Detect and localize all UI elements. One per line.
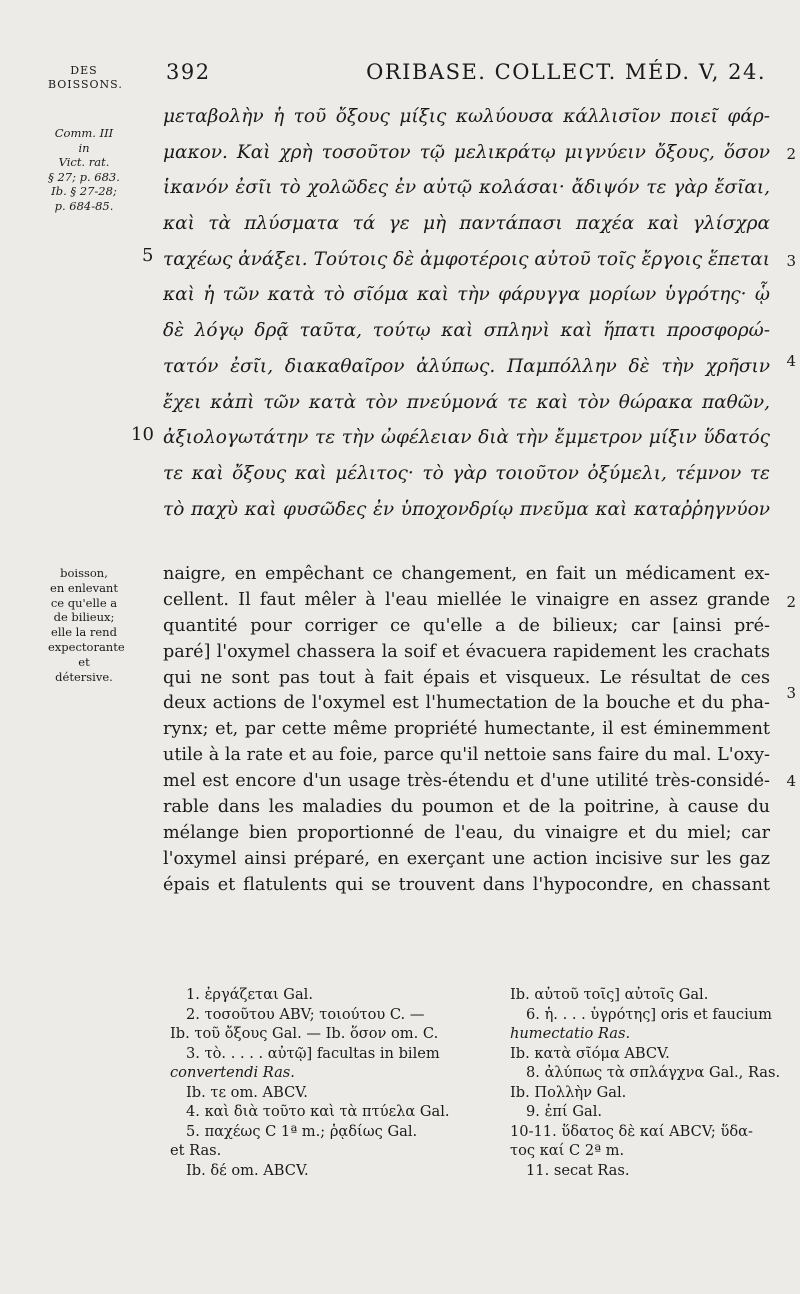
margin-ref-line: Comm. III in	[54, 126, 114, 155]
notes-right-column	[510, 985, 781, 1180]
french-line: utile à la rate et au foie, parce qu'il nettoie sans faire du mal. L'oxy-	[163, 745, 770, 766]
footnote: 9. ἐπί Gal.	[526, 1103, 603, 1120]
greek-line: καὶ ἡ τῶν κατὰ τὸ σῖόμα καὶ τὴν φάρυγγα μορίων ὑγρότης· ᾧ	[163, 284, 770, 306]
french-line: l'oxymel ainsi préparé, en exerçant une action incisive sur les gaz	[163, 848, 770, 869]
margin-references	[48, 126, 120, 214]
margin-summary-line: boisson,	[60, 566, 108, 580]
footnote: τος καί C 2ª m.	[510, 1142, 625, 1159]
french-section-marker: 3	[786, 684, 796, 702]
footnote: et Ras.	[170, 1142, 222, 1159]
french-line: cellent. Il faut mêler à l'eau miellée le vinaigre en assez grande	[163, 589, 770, 610]
french-line: qui ne sont pas tout à fait épais et visqueux. Le résultat de ces	[163, 667, 770, 688]
margin-label-line: DES	[70, 64, 98, 77]
footnote: humectatio Ras.	[510, 1025, 631, 1042]
running-header	[166, 60, 766, 84]
french-line: deux actions de l'oxymel est l'humectation de la bouche et du pha-	[163, 693, 770, 714]
french-line: rable dans les maladies du poumon et de la poitrine, à cause du	[163, 797, 770, 818]
margin-summary-line: et détersive.	[55, 654, 113, 684]
notes-left-column	[170, 985, 470, 1180]
greek-line: ταχέως ἀνάξει. Τούτοις δὲ ἀμφοτέροις αὐτοῦ τοῖς ἔργοις ἕπεται	[163, 248, 770, 270]
margin-summary-line: elle la rend	[51, 625, 117, 640]
greek-line: καὶ τὰ πλύσματα τά γε μὴ παντάπασι παχέα καὶ γλίσχρα	[163, 213, 770, 235]
footnote: Ib. Πολλὴν Gal.	[510, 1083, 627, 1101]
margin-section-label	[48, 64, 123, 92]
margin-ref-line: Ib. § 27-28;	[51, 184, 117, 199]
footnote: Ib. τοῦ ὄξους Gal. — Ib. ὅσον om. C.	[170, 1025, 439, 1042]
footnote: convertendi Ras.	[170, 1064, 295, 1081]
margin-ref-line: p. 684-85.	[54, 198, 114, 213]
page-number: 392	[166, 60, 211, 84]
greek-line: τε καὶ ὄξους καὶ μέλιτος· τὸ γὰρ τοιοῦτον ὀξύμελι, τέμνον τε	[163, 462, 770, 484]
french-line: rynx; et, par cette même propriété humectante, il est éminemment	[163, 719, 770, 740]
french-line: mel est encore d'un usage très-étendu et d'une utilité très-considé-	[163, 771, 770, 792]
french-section-marker: 4	[786, 772, 796, 790]
footnote: 3. τὸ. . . . . αὐτῷ] facultas in bilem	[186, 1044, 440, 1062]
margin-label-line: BOISSONS.	[48, 78, 123, 91]
french-line: mélange bien proportionné de l'eau, du vinaigre et du miel; car	[163, 822, 770, 843]
footnote: 4. καὶ διὰ τοῦτο καὶ τὰ πτύελα Gal.	[186, 1103, 450, 1120]
footnote: Ib. κατὰ σῖόμα ABCV.	[510, 1044, 670, 1062]
greek-section-marker: 3	[786, 252, 796, 270]
margin-ref-line: § 27; p. 683.	[48, 169, 120, 184]
margin-summary-line: expectorante	[48, 639, 125, 654]
running-title: ORIBASE. COLLECT. MÉD. V, 24.	[366, 60, 766, 84]
footnote: 2. τοσοῦτου ABV; τοιούτου C. —	[186, 1005, 425, 1023]
french-line: naigre, en empêchant ce changement, en fait un médicament ex-	[163, 564, 770, 584]
margin-summary-line: en enlevant	[50, 580, 118, 595]
footnote: 10-11. ὕδατος δὲ καί ABCV; ὕδα-	[510, 1122, 753, 1140]
greek-section-marker: 2	[786, 145, 796, 163]
french-translation	[163, 562, 770, 899]
footnote: Ib. αὐτοῦ τοῖς] αὐτοῖς Gal.	[510, 986, 709, 1003]
footnote: 5. παχέως C 1ª m.; ῥᾳδίως Gal.	[186, 1122, 418, 1140]
margin-summary	[48, 566, 125, 684]
footnote: 1. ἐργάζεται Gal.	[186, 986, 313, 1003]
french-section-marker: 2	[786, 593, 796, 611]
footnote: 11. secat Ras.	[526, 1161, 630, 1179]
french-line: quantité pour corriger ce qu'elle a de bilieux; car [ainsi pré-	[163, 615, 770, 636]
margin-summary-line: de bilieux;	[53, 610, 115, 625]
margin-summary-line: ce qu'elle a	[50, 595, 118, 610]
footnote: Ib. δέ om. ABCV.	[186, 1161, 309, 1179]
greek-section-marker: 4	[786, 352, 796, 370]
greek-line: ἀξιολογωτάτην τε τὴν ὠφέλειαν διὰ τὴν ἔμμετρον μίξιν ὕδατός	[163, 427, 770, 449]
french-line: paré] l'oxymel chassera la soif et évacuera rapidement les crachats	[163, 641, 770, 662]
french-line: épais et flatulents qui se trouvent dans l'hypocondre, en chassant	[163, 874, 770, 895]
margin-ref-line: Vict. rat.	[58, 155, 110, 170]
greek-line: δὲ λόγῳ δρᾷ ταῦτα, τούτῳ καὶ σπληνὶ καὶ ἥπατι προσφορώ-	[163, 320, 770, 342]
greek-line: τατόν ἐσῖι, διακαθαῖρον ἀλύπως. Παμπόλλην δὲ τὴν χρῆσιν	[163, 355, 770, 377]
greek-line: ἔχει κἀπὶ τῶν κατὰ τὸν πνεύμονά τε καὶ τὸν θώρακα παθῶν,	[163, 391, 770, 413]
greek-line: μακον. Καὶ χρὴ τοσοῦτον τῷ μελικράτῳ μιγνύειν ὄξους, ὅσον	[163, 141, 770, 163]
greek-line-number: 10	[131, 424, 154, 445]
greek-line-number: 5	[142, 245, 154, 266]
greek-line: τὸ παχὺ καὶ φυσῶδες ἐν ὑποχονδρίῳ πνεῦμα καὶ καταῤῥηγνύον	[163, 498, 770, 520]
footnote: 6. ἡ. . . . ὑγρότης] oris et faucium	[526, 1005, 772, 1023]
footnote: 8. ἀλύπως τὰ σπλάγχνα Gal., Ras.	[526, 1064, 781, 1081]
footnote: Ib. τε om. ABCV.	[186, 1083, 308, 1101]
greek-line: ἱκανόν ἐσῖι τὸ χολῶδες ἐν αὐτῷ κολάσαι· ἄδιψόν τε γὰρ ἔσῖαι,	[163, 177, 770, 199]
greek-line: μεταβολὴν ἡ τοῦ ὄξους μίξις κωλύουσα κάλλισῖον ποιεῖ φάρ-	[163, 106, 770, 127]
greek-text	[163, 99, 770, 527]
